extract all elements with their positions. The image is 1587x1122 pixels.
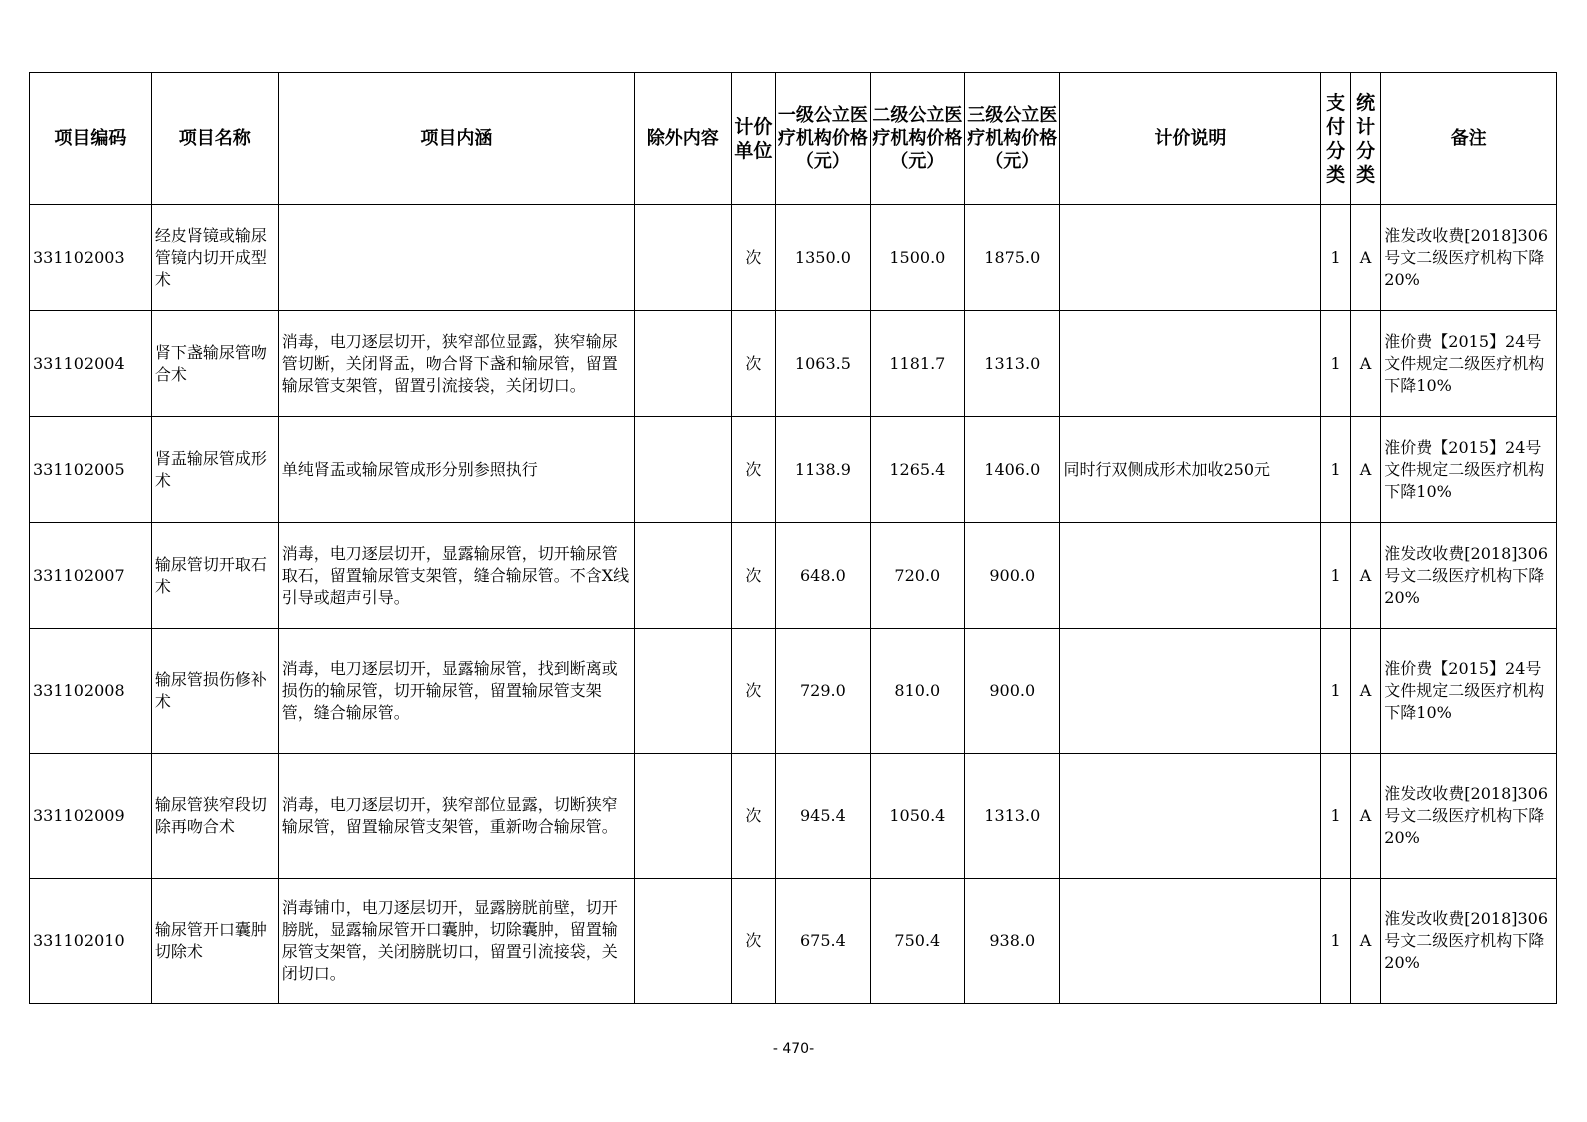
price-table (29, 72, 1557, 1004)
table-row (30, 417, 1557, 523)
cell-name: 输尿管开口囊肿切除术 (151, 879, 278, 1004)
cell-code: 331102008 (30, 629, 152, 754)
cell-payment-category: 1 (1321, 754, 1350, 879)
cell-content: 消毒，电刀逐层切开，显露输尿管，切开输尿管取石，留置输尿管支架管，缝合输尿管。不含X线引导或超声引导。 (278, 523, 634, 629)
cell-unit: 次 (731, 417, 776, 523)
cell-price-level3: 1313.0 (965, 311, 1060, 417)
cell-excluded (635, 417, 731, 523)
cell-price-level3: 1406.0 (965, 417, 1060, 523)
cell-excluded (635, 629, 731, 754)
cell-statistics-category: A (1350, 754, 1380, 879)
cell-content: 消毒铺巾，电刀逐层切开，显露膀胱前壁，切开膀胱，显露输尿管开口囊肿，切除囊肿，留置输尿管支架管，关闭膀胱切口，留置引流接袋，关闭切口。 (278, 879, 634, 1004)
cell-payment-category: 1 (1321, 205, 1350, 311)
cell-name: 输尿管切开取石术 (151, 523, 278, 629)
cell-price-level2: 720.0 (870, 523, 964, 629)
table-row (30, 629, 1557, 754)
header-code: 项目编码 (30, 73, 152, 205)
cell-payment-category: 1 (1321, 629, 1350, 754)
cell-price-level1: 1063.5 (776, 311, 870, 417)
header-content: 项目内涵 (278, 73, 634, 205)
cell-pricing-note (1060, 754, 1321, 879)
cell-content (278, 205, 634, 311)
cell-excluded (635, 879, 731, 1004)
cell-statistics-category: A (1350, 523, 1380, 629)
header-excluded: 除外内容 (635, 73, 731, 205)
cell-price-level3: 1313.0 (965, 754, 1060, 879)
page-number: - 470- (772, 1041, 815, 1057)
cell-name: 输尿管狭窄段切除再吻合术 (151, 754, 278, 879)
cell-price-level1: 945.4 (776, 754, 870, 879)
cell-excluded (635, 311, 731, 417)
header-statistics-category: 统计分类 (1350, 73, 1380, 205)
cell-unit: 次 (731, 629, 776, 754)
cell-pricing-note: 同时行双侧成形术加收250元 (1060, 417, 1321, 523)
cell-payment-category: 1 (1321, 417, 1350, 523)
cell-unit: 次 (731, 311, 776, 417)
cell-price-level1: 729.0 (776, 629, 870, 754)
cell-code: 331102005 (30, 417, 152, 523)
cell-content: 单纯肾盂或输尿管成形分别参照执行 (278, 417, 634, 523)
cell-payment-category: 1 (1321, 523, 1350, 629)
cell-price-level3: 900.0 (965, 629, 1060, 754)
cell-content: 消毒，电刀逐层切开，狭窄部位显露，狭窄输尿管切断，关闭肾盂，吻合肾下盏和输尿管，留置输尿管支架管，留置引流接袋，关闭切口。 (278, 311, 634, 417)
header-row (30, 73, 1557, 205)
cell-content: 消毒，电刀逐层切开，显露输尿管，找到断离或损伤的输尿管，切开输尿管，留置输尿管支架管，缝合输尿管。 (278, 629, 634, 754)
cell-code: 331102004 (30, 311, 152, 417)
table-row (30, 205, 1557, 311)
cell-name: 肾盂输尿管成形术 (151, 417, 278, 523)
cell-price-level2: 1265.4 (870, 417, 964, 523)
cell-statistics-category: A (1350, 311, 1380, 417)
cell-code: 331102007 (30, 523, 152, 629)
cell-price-level2: 810.0 (870, 629, 964, 754)
cell-excluded (635, 754, 731, 879)
cell-code: 331102003 (30, 205, 152, 311)
cell-content: 消毒，电刀逐层切开，狭窄部位显露，切断狭窄输尿管，留置输尿管支架管，重新吻合输尿管。 (278, 754, 634, 879)
cell-pricing-note (1060, 311, 1321, 417)
cell-excluded (635, 205, 731, 311)
cell-price-level3: 1875.0 (965, 205, 1060, 311)
cell-statistics-category: A (1350, 205, 1380, 311)
cell-unit: 次 (731, 879, 776, 1004)
cell-statistics-category: A (1350, 629, 1380, 754)
cell-price-level3: 900.0 (965, 523, 1060, 629)
header-price-level1: 一级公立医疗机构价格（元） (776, 73, 870, 205)
cell-name: 肾下盏输尿管吻合术 (151, 311, 278, 417)
header-unit: 计价单位 (731, 73, 776, 205)
cell-price-level1: 1138.9 (776, 417, 870, 523)
cell-price-level1: 675.4 (776, 879, 870, 1004)
cell-remark: 淮价费【2015】24号文件规定二级医疗机构下降10% (1381, 629, 1557, 754)
header-pricing-note: 计价说明 (1060, 73, 1321, 205)
cell-pricing-note (1060, 205, 1321, 311)
cell-name: 输尿管损伤修补术 (151, 629, 278, 754)
cell-price-level1: 648.0 (776, 523, 870, 629)
header-remark: 备注 (1381, 73, 1557, 205)
header-price-level2: 二级公立医疗机构价格（元） (870, 73, 964, 205)
cell-price-level2: 750.4 (870, 879, 964, 1004)
header-name: 项目名称 (151, 73, 278, 205)
cell-remark: 淮价费【2015】24号文件规定二级医疗机构下降10% (1381, 311, 1557, 417)
cell-remark: 淮发改收费[2018]306号文二级医疗机构下降20% (1381, 523, 1557, 629)
cell-payment-category: 1 (1321, 311, 1350, 417)
cell-pricing-note (1060, 523, 1321, 629)
cell-statistics-category: A (1350, 417, 1380, 523)
table-row (30, 879, 1557, 1004)
cell-price-level3: 938.0 (965, 879, 1060, 1004)
cell-payment-category: 1 (1321, 879, 1350, 1004)
table-row (30, 754, 1557, 879)
cell-pricing-note (1060, 879, 1321, 1004)
cell-remark: 淮发改收费[2018]306号文二级医疗机构下降20% (1381, 879, 1557, 1004)
cell-unit: 次 (731, 754, 776, 879)
cell-remark: 淮发改收费[2018]306号文二级医疗机构下降20% (1381, 754, 1557, 879)
cell-pricing-note (1060, 629, 1321, 754)
cell-unit: 次 (731, 205, 776, 311)
cell-price-level2: 1181.7 (870, 311, 964, 417)
cell-remark: 淮价费【2015】24号文件规定二级医疗机构下降10% (1381, 417, 1557, 523)
header-payment-category: 支付分类 (1321, 73, 1350, 205)
cell-excluded (635, 523, 731, 629)
cell-price-level2: 1500.0 (870, 205, 964, 311)
cell-remark: 淮发改收费[2018]306号文二级医疗机构下降20% (1381, 205, 1557, 311)
cell-code: 331102009 (30, 754, 152, 879)
cell-unit: 次 (731, 523, 776, 629)
cell-name: 经皮肾镜或输尿管镜内切开成型术 (151, 205, 278, 311)
cell-statistics-category: A (1350, 879, 1380, 1004)
header-price-level3: 三级公立医疗机构价格（元） (965, 73, 1060, 205)
table-row (30, 311, 1557, 417)
cell-price-level1: 1350.0 (776, 205, 870, 311)
table-row (30, 523, 1557, 629)
cell-code: 331102010 (30, 879, 152, 1004)
cell-price-level2: 1050.4 (870, 754, 964, 879)
